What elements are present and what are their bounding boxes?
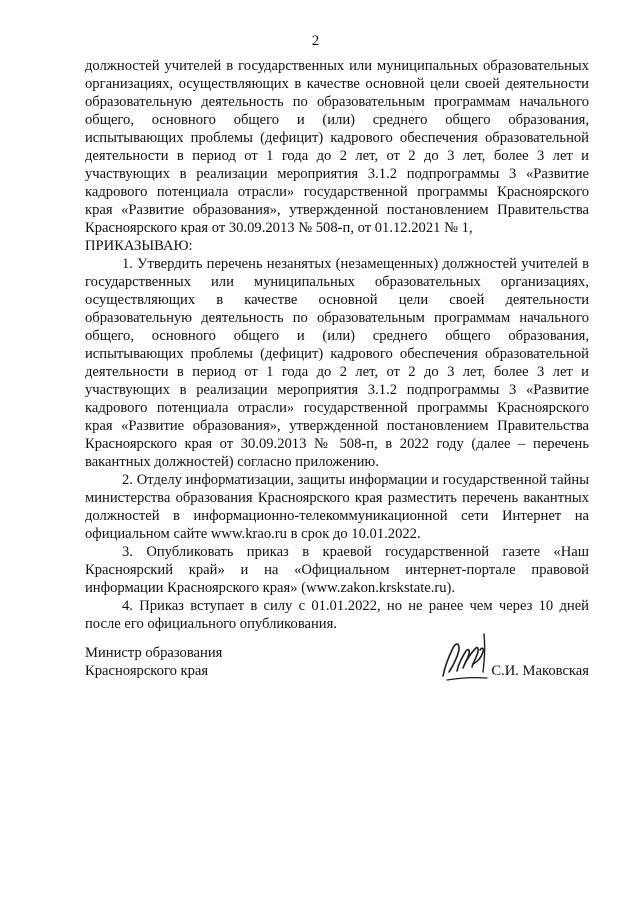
clause-3: 3. Опубликовать приказ в краевой государственной газете «Наш Красноярский край» и на «Официальном интернет-портале правовой информации Красноярского края» (www.zakon.krskstate.ru). (85, 544, 589, 596)
clause-4: 4. Приказ вступает в силу с 01.01.2022, но не ранее чем через 10 дней после его официального опубликования. (85, 598, 589, 632)
signatory-name: С.И. Маковская (491, 663, 589, 679)
signatory-title-line-2: Красноярского края (85, 663, 209, 679)
order-heading: ПРИКАЗЫВАЮ: (85, 238, 193, 254)
signature-block (85, 644, 589, 694)
signatory-title (85, 644, 222, 680)
clause-2: 2. Отделу информатизации, защиты информации и государственной тайны министерства образования Красноярского края разместить перечень вакантных должностей в информационно-телекоммуникационной сети Интернет на официальном сайте www.krao.ru в срок до 10.01.2022. (85, 472, 589, 542)
intro-paragraph: должностей учителей в государственных или муниципальных образовательных организациях, осуществляющих в качестве основной цели своей деятельности образовательную деятельность по образовательным программам начального общего, основного общего и (или) среднего общего образования, испытывающих проблемы (дефицит) кадрового обеспечения образовательной деятельности в период от 1 года до 2 лет, от 2 до 3 лет, более 3 лет и участвующих в реализации мероприятия 3.1.2 подпрограммы 3 «Развитие кадрового потенциала отрасли» государственной программы Красноярского края «Развитие образования», утвержденной постановлением Правительства Красноярского края от 30.09.2013 № 508-п, от 01.12.2021 № 1, (85, 58, 589, 236)
signatory-title-line-1: Министр образования (85, 645, 223, 661)
clause-1: 1. Утвердить перечень незанятых (незамещенных) должностей учителей в государственных или муниципальных образовательных организациях, осуществляющих в качестве основной цели своей деятельности образовательную деятельность по образовательным программам начального общего, основного общего и (или) среднего общего образования, испытывающих проблемы (дефицит) кадрового обеспечения образовательной деятельности в период от 1 года до 2 лет, от 2 до 3 лет, более 3 лет и участвующих в реализации мероприятия 3.1.2 подпрограммы 3 «Развитие кадрового потенциала отрасли» государственной программы Красноярского края «Развитие образования», утвержденной постановлением Правительства Красноярского края от 30.09.2013 № 508-п, в 2022 году (далее – перечень вакантных должностей) согласно приложению. (85, 256, 589, 470)
page-number: 2 (311, 33, 320, 49)
handwritten-signature (435, 622, 505, 692)
document-body (85, 57, 589, 633)
